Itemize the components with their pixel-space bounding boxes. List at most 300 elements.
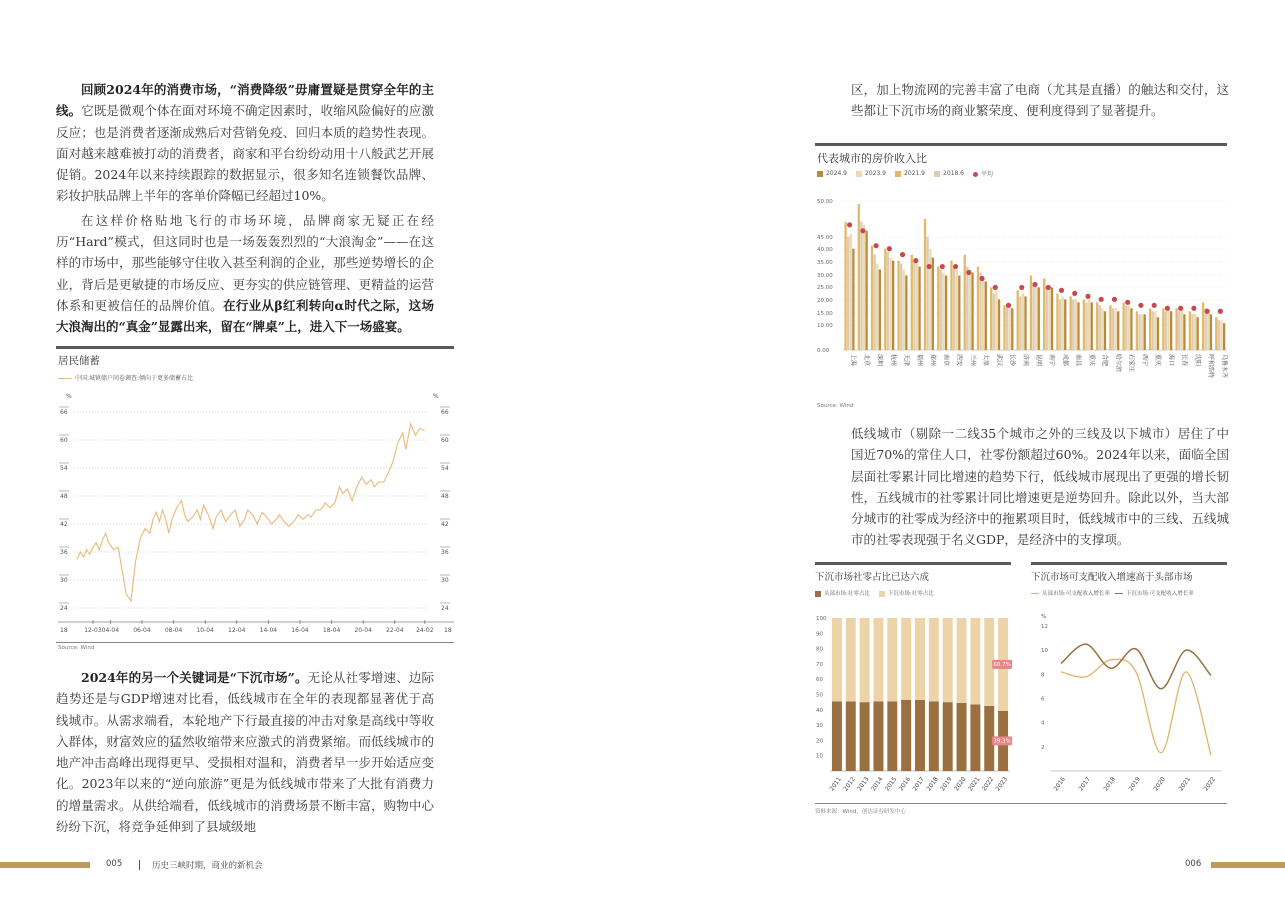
bar-head-market bbox=[873, 701, 883, 771]
average-dot bbox=[887, 246, 892, 251]
y-tick-label: 30 bbox=[816, 723, 823, 730]
x-tick-label: 昆明 bbox=[1035, 354, 1042, 367]
bar-lower-market bbox=[901, 618, 911, 700]
average-dot bbox=[1218, 309, 1223, 314]
average-dot bbox=[1125, 300, 1130, 305]
legend-label: 2024.9 bbox=[826, 170, 847, 177]
x-tick-label: 22-04 bbox=[386, 627, 404, 634]
legend-swatch bbox=[934, 171, 940, 177]
average-dot bbox=[1006, 303, 1011, 308]
x-tick-label: 武汉 bbox=[995, 354, 1003, 367]
x-tick-label: 14-04 bbox=[259, 627, 278, 634]
average-dot bbox=[1019, 285, 1024, 290]
bar-2024.9 bbox=[1051, 287, 1053, 350]
bar-2018.6 bbox=[913, 261, 915, 350]
x-tick-label: 18-04 bbox=[322, 627, 341, 634]
bar-2018.6 bbox=[1019, 296, 1021, 350]
y-tick-label-left: 42 bbox=[60, 521, 68, 528]
average-dot bbox=[1059, 288, 1064, 293]
legend-label: 2023.9 bbox=[865, 170, 886, 177]
bar-2018.6 bbox=[1046, 287, 1048, 350]
bar-2018.6 bbox=[953, 267, 955, 350]
bar-2024.9 bbox=[1223, 323, 1225, 350]
bar-2018.6 bbox=[979, 273, 981, 350]
average-dot bbox=[874, 243, 879, 248]
bar-2024.9 bbox=[945, 276, 947, 351]
bar-2023.9 bbox=[1141, 314, 1143, 350]
bar-lower-market bbox=[970, 618, 980, 704]
bar-2023.9 bbox=[969, 270, 971, 350]
bar-2018.6 bbox=[966, 267, 968, 350]
y-tick-label-right: 48 bbox=[441, 493, 449, 500]
bar-2021.9 bbox=[1175, 308, 1177, 350]
x-tick-label: 长春 bbox=[1180, 354, 1188, 367]
y-tick-label-right: 54 bbox=[441, 465, 449, 472]
right-text-block-2 bbox=[851, 423, 1229, 551]
bar-2021.9 bbox=[1136, 311, 1138, 350]
bar-2018.6 bbox=[1191, 314, 1193, 350]
x-tick-label: 12-03 bbox=[84, 627, 102, 634]
bar-2021.9 bbox=[1162, 308, 1164, 350]
bar-2024.9 bbox=[1038, 287, 1040, 350]
legend-item bbox=[895, 170, 925, 177]
average-dot bbox=[900, 252, 905, 257]
bar-2024.9 bbox=[1024, 296, 1026, 350]
x-tick-label: 2016 bbox=[897, 775, 913, 793]
bar-2023.9 bbox=[1220, 320, 1222, 350]
legend-swatch bbox=[856, 171, 862, 177]
x-tick-label: 12-04 bbox=[228, 627, 246, 634]
x-tick-label: 2019 bbox=[939, 775, 954, 793]
average-dot bbox=[1046, 285, 1051, 290]
bar-2018.6 bbox=[1165, 311, 1167, 350]
legend-label: 平均 bbox=[981, 171, 994, 178]
house-chart-title: 代表城市的房价收入比 bbox=[817, 152, 927, 165]
x-tick-label: 乌鲁木齐 bbox=[1220, 354, 1228, 379]
bar-2018.6 bbox=[1178, 311, 1180, 350]
x-tick-label: 杭州 bbox=[889, 354, 897, 367]
y-unit-right: % bbox=[433, 393, 439, 400]
average-dot bbox=[1165, 306, 1170, 311]
y-tick-label-left: 66 bbox=[60, 409, 68, 416]
annotation-label: 39.3% bbox=[993, 738, 1011, 745]
legend-label: 头部市场:社零占比 bbox=[824, 591, 870, 597]
income-chart-legend bbox=[1031, 589, 1194, 597]
paragraph-consumption-downgrade bbox=[56, 79, 434, 207]
average-dot bbox=[953, 264, 958, 269]
bar-2021.9 bbox=[1215, 317, 1217, 350]
legend-swatch bbox=[58, 378, 72, 379]
bar-2018.6 bbox=[1125, 305, 1127, 350]
y-unit-left: % bbox=[66, 393, 72, 400]
legend-label: 下沉市场:社零占比 bbox=[887, 591, 934, 597]
bar-head-market bbox=[860, 702, 870, 771]
x-tick-label: 2018 bbox=[1102, 775, 1118, 793]
footer-divider bbox=[139, 860, 140, 870]
y-tick-label: 4 bbox=[1041, 720, 1045, 727]
legend-item bbox=[934, 170, 964, 177]
y-tick-label: 50 bbox=[816, 692, 823, 699]
average-dot bbox=[847, 222, 852, 227]
bar-2024.9 bbox=[1183, 314, 1185, 350]
bar-2023.9 bbox=[850, 234, 852, 350]
bar-2023.9 bbox=[1207, 311, 1209, 350]
x-tick-label: 重庆 bbox=[1087, 354, 1095, 367]
legend-swatch bbox=[815, 591, 821, 597]
annotation-label: 60.7% bbox=[993, 661, 1011, 668]
x-tick-label: 成都 bbox=[1061, 354, 1069, 367]
x-tick-label: 哈尔滨 bbox=[1114, 354, 1122, 373]
y-tick-label-left: 36 bbox=[60, 549, 68, 556]
bar-2018.6 bbox=[1059, 299, 1061, 350]
bar-2024.9 bbox=[892, 261, 894, 350]
x-tick-label: 石家庄 bbox=[1127, 354, 1135, 373]
bar-2021.9 bbox=[897, 261, 899, 350]
bar-2021.9 bbox=[937, 267, 939, 350]
average-dot bbox=[1072, 291, 1077, 296]
legend-item bbox=[817, 170, 847, 177]
bar-2018.6 bbox=[1085, 302, 1087, 350]
bar-2018.6 bbox=[1099, 305, 1101, 350]
x-tick-label: 2021 bbox=[966, 775, 982, 793]
savings-chart-legend bbox=[58, 373, 193, 382]
bottom-charts-source: 资料来源：Wind，创达证券研发中心 bbox=[815, 809, 906, 815]
bar-2021.9 bbox=[1149, 308, 1151, 350]
bar-2024.9 bbox=[905, 276, 907, 351]
bar-2021.9 bbox=[1083, 299, 1085, 350]
para2-body: 在这样价格贴地飞行的市场环境，品牌商家无疑正在经历“Hard”模式，但这同时也是一场轰轰烈烈的“大浪淘金”——在这样的市场中，那些能够守住收入甚至利润的企业，那些逆势增长的企业，背后是更敏捷的市场反应、更夯实的供应链管理、更精益的运营体系和更被信任的品牌价值。 bbox=[56, 212, 434, 313]
retail-chart-top-rule bbox=[815, 562, 1011, 565]
bar-2023.9 bbox=[1101, 308, 1103, 350]
income-chart-title: 下沉市场可支配收入增速高于头部市场 bbox=[1031, 572, 1193, 583]
y-tick-label: 35.00 bbox=[817, 260, 833, 266]
y-tick-label: 100 bbox=[816, 616, 827, 622]
y-tick-label: 25.00 bbox=[817, 285, 833, 291]
bar-lower-market bbox=[943, 618, 953, 702]
bar-head-market bbox=[929, 701, 939, 771]
series-line-head-market bbox=[1061, 659, 1211, 755]
bar-2024.9 bbox=[865, 231, 867, 350]
y-tick-label-left: 54 bbox=[60, 465, 68, 472]
footer-page-number-left: 005 bbox=[106, 859, 123, 869]
paragraph-low-tier-cities: 低线城市（剔除一二线35个城市之外的三线及以下城市）居住了中国近70%的常住人口，社零份额超过60%。2024年以来，面临全国层面社零累计同比增速的趋势下行，低线城市展现出了更强的增长韧性，五线城市的社零累计同比增速更是逆势回升。除此以外，当大部分城市的社零成为经济中的拖累项目时，低线城市中的三线、五线城市的社零表现强于名义GDP，是经济中的支撑项。 bbox=[851, 426, 1229, 548]
bar-2023.9 bbox=[929, 249, 931, 350]
x-tick-label: 2011 bbox=[828, 775, 843, 793]
bar-2024.9 bbox=[1064, 299, 1066, 350]
bar-2023.9 bbox=[1009, 308, 1011, 350]
y-tick-label-left: 30 bbox=[60, 577, 68, 584]
bar-2018.6 bbox=[860, 222, 862, 350]
x-tick-label: 24-02 bbox=[416, 627, 434, 634]
y-tick-label: 0.00 bbox=[817, 348, 830, 354]
average-dot bbox=[1152, 303, 1157, 308]
legend-label: 下沉市场:可支配收入增长率 bbox=[1125, 591, 1194, 597]
bar-2023.9 bbox=[1114, 308, 1116, 350]
x-tick-label: 2017 bbox=[911, 775, 927, 793]
bar-2021.9 bbox=[1189, 311, 1191, 350]
bar-2018.6 bbox=[887, 252, 889, 350]
y-unit: % bbox=[1041, 614, 1047, 620]
x-edge-label-right: 18 bbox=[444, 627, 452, 634]
y-tick-label: 45.00 bbox=[817, 235, 833, 241]
x-tick-label: 沈阳 bbox=[1193, 354, 1201, 367]
legend-swatch bbox=[817, 171, 823, 177]
bar-2018.6 bbox=[900, 264, 902, 350]
x-tick-label: 合肥 bbox=[1101, 354, 1109, 367]
x-tick-label: 2021 bbox=[1177, 775, 1193, 793]
y-tick-label: 10.00 bbox=[817, 323, 833, 329]
x-tick-label: 北京 bbox=[862, 354, 870, 367]
x-tick-label: 福州 bbox=[915, 354, 923, 367]
bar-2021.9 bbox=[1122, 302, 1124, 350]
bar-2021.9 bbox=[1096, 302, 1098, 350]
bar-2018.6 bbox=[1032, 284, 1034, 350]
bar-2018.6 bbox=[940, 270, 942, 350]
legend-label: 2021.9 bbox=[904, 170, 925, 177]
bar-2024.9 bbox=[1210, 314, 1212, 350]
bar-head-market bbox=[915, 700, 925, 771]
footer-bar-left bbox=[0, 862, 90, 868]
bar-2023.9 bbox=[903, 270, 905, 350]
house-chart-legend bbox=[817, 169, 993, 178]
y-tick-label-left: 48 bbox=[60, 493, 68, 500]
bar-2024.9 bbox=[1077, 302, 1079, 350]
average-dot bbox=[913, 258, 918, 263]
bar-2021.9 bbox=[1003, 305, 1005, 350]
savings-chart-top-rule bbox=[56, 346, 454, 349]
bar-2023.9 bbox=[982, 278, 984, 350]
paragraph-lower-tier-market bbox=[56, 667, 434, 837]
legend-swatch bbox=[1115, 593, 1123, 594]
x-tick-label: 天津 bbox=[902, 354, 910, 367]
bar-2024.9 bbox=[1130, 308, 1132, 350]
bar-2018.6 bbox=[847, 237, 849, 350]
x-tick-label: 08-04 bbox=[164, 627, 183, 634]
bar-2023.9 bbox=[1075, 299, 1077, 350]
left-text-block-1 bbox=[56, 79, 434, 338]
average-dot bbox=[1085, 294, 1090, 299]
x-tick-label: 2023 bbox=[994, 775, 1010, 793]
bar-2023.9 bbox=[1128, 305, 1130, 350]
bar-2018.6 bbox=[993, 293, 995, 350]
bar-2023.9 bbox=[1061, 296, 1063, 350]
average-dot bbox=[1178, 306, 1183, 311]
paragraph-hard-mode bbox=[56, 210, 434, 338]
legend-label: 中国:城镇储户问卷调查:倾向于更多储蓄占比 bbox=[75, 375, 194, 382]
bar-2024.9 bbox=[1117, 311, 1119, 350]
bar-2023.9 bbox=[1194, 314, 1196, 350]
bar-2018.6 bbox=[926, 237, 928, 350]
bar-2023.9 bbox=[1035, 284, 1037, 350]
y-tick-label: 20.00 bbox=[817, 298, 833, 304]
footer-bar-right bbox=[1211, 862, 1285, 868]
y-tick-label: 10 bbox=[816, 753, 823, 760]
y-tick-label: 12 bbox=[1041, 624, 1048, 630]
x-tick-label: 长沙 bbox=[1008, 354, 1016, 367]
para3-lead: 2024年的另一个关键词是“下沉市场”。 bbox=[81, 670, 308, 685]
x-tick-label: 深圳 bbox=[876, 354, 884, 367]
average-dot bbox=[926, 264, 931, 269]
para3-body: 无论从社零增速、边际趋势还是与GDP增速对比看，低线城市在全年的表现都显著优于高线城市。从需求端看，本轮地产下行最直接的冲击对象是高线中等收入群体，财富效应的猛然收缩带来应激式的消费紧缩。而低线城市的地产冲击高峰出现得更早、受损相对温和，消费者早一步开始适应变化。2023年以来的“逆向旅游”更是为低线城市带来了大批有消费力的增量需求。从供给端看，低线城市的消费场景不断丰富，购物中心纷纷下沉，将竞争延伸到了县域级地 bbox=[56, 670, 434, 835]
x-tick-label: 呼和浩特 bbox=[1207, 354, 1215, 379]
bar-2021.9 bbox=[844, 222, 846, 350]
para2-lead: 在行业从β红利转向α时代之际，这场大浪淘出的“真金”显露出来，留在“牌桌”上，进入下一场盛宴。 bbox=[56, 297, 434, 335]
bar-2024.9 bbox=[1104, 311, 1106, 350]
savings-chart-bottom-rule bbox=[56, 642, 454, 643]
bar-2023.9 bbox=[995, 290, 997, 350]
x-tick-label: 2022 bbox=[980, 775, 996, 793]
bar-lower-market bbox=[846, 618, 856, 701]
average-dot bbox=[1032, 282, 1037, 287]
para1-lead: 回顾2024年的消费市场，“消费降级”毋庸置疑是贯穿全年的主线。 bbox=[56, 82, 434, 119]
bar-head-market bbox=[957, 703, 967, 771]
retail-share-stacked-bar-chart bbox=[812, 606, 1014, 802]
y-tick-label-right: 36 bbox=[441, 549, 449, 556]
average-dot bbox=[1138, 303, 1143, 308]
x-tick-label: 西安 bbox=[955, 354, 963, 367]
bar-2021.9 bbox=[1070, 296, 1072, 350]
bar-2021.9 bbox=[1017, 290, 1019, 350]
y-tick-label: 10 bbox=[1041, 648, 1048, 655]
y-tick-label-left: 24 bbox=[60, 605, 68, 612]
legend-item bbox=[973, 169, 993, 178]
y-tick-label: 60 bbox=[816, 677, 823, 684]
x-tick-label: 20-04 bbox=[354, 627, 372, 634]
bar-head-market bbox=[832, 701, 842, 771]
legend-item bbox=[815, 589, 870, 597]
bar-2021.9 bbox=[1043, 278, 1045, 350]
bar-2018.6 bbox=[1218, 320, 1220, 350]
bar-2018.6 bbox=[1112, 308, 1114, 350]
bar-2021.9 bbox=[1030, 276, 1032, 351]
bar-head-market bbox=[846, 701, 856, 771]
x-tick-label: 2013 bbox=[856, 775, 871, 793]
paragraph-logistics: 区，加上物流网的完善丰富了电商（尤其是直播）的触达和交付，这些都让下沉市场的商业繁荣度、便利度得到了显著提升。 bbox=[851, 82, 1229, 119]
legend-swatch bbox=[879, 591, 885, 597]
y-tick-label-left: 60 bbox=[60, 437, 68, 444]
bar-2024.9 bbox=[1091, 302, 1093, 350]
y-tick-label-right: 60 bbox=[441, 437, 449, 444]
bar-head-market bbox=[943, 702, 953, 771]
average-dot bbox=[979, 276, 984, 281]
bar-2024.9 bbox=[1170, 311, 1172, 350]
series-line-lower-market bbox=[1061, 644, 1211, 689]
x-tick-label: 2022 bbox=[1202, 775, 1218, 793]
bar-2024.9 bbox=[1196, 317, 1198, 350]
retail-chart-title: 下沉市场社零占比已达六成 bbox=[815, 572, 930, 583]
bar-lower-market bbox=[887, 618, 897, 701]
footer-page-number-right: 006 bbox=[1185, 859, 1202, 869]
bar-2024.9 bbox=[958, 276, 960, 351]
bottom-charts-rule bbox=[815, 803, 1227, 804]
bar-2021.9 bbox=[1109, 305, 1111, 350]
bar-2024.9 bbox=[852, 249, 854, 350]
retail-chart-legend bbox=[815, 589, 934, 597]
bar-2023.9 bbox=[1167, 308, 1169, 350]
bar-2021.9 bbox=[911, 255, 913, 350]
x-tick-label: 2012 bbox=[842, 775, 857, 793]
bar-head-market bbox=[901, 700, 911, 771]
bar-2021.9 bbox=[1056, 293, 1058, 350]
income-chart-top-rule bbox=[1031, 562, 1227, 565]
bar-head-market bbox=[970, 704, 980, 771]
average-dot bbox=[1205, 309, 1210, 314]
bar-2023.9 bbox=[942, 273, 944, 350]
legend-swatch bbox=[1031, 593, 1039, 594]
y-tick-label: 50.00 bbox=[817, 199, 833, 205]
bar-lower-market bbox=[832, 618, 842, 701]
legend-item bbox=[1115, 589, 1194, 597]
x-tick-label: 06-04 bbox=[133, 627, 151, 634]
y-tick-label: 30.00 bbox=[817, 273, 833, 279]
savings-source: Source: Wind bbox=[58, 645, 95, 651]
bar-2024.9 bbox=[1157, 317, 1159, 350]
bar-2018.6 bbox=[1205, 308, 1207, 350]
x-tick-label: 西宁 bbox=[1140, 354, 1148, 367]
right-text-block-1 bbox=[851, 79, 1229, 122]
bar-2024.9 bbox=[971, 273, 973, 350]
y-tick-label: 80 bbox=[816, 646, 823, 653]
y-tick-label: 20 bbox=[816, 738, 823, 745]
y-tick-label: 70 bbox=[816, 661, 823, 668]
bar-2023.9 bbox=[1088, 299, 1090, 350]
bar-2018.6 bbox=[1152, 311, 1154, 350]
bar-2023.9 bbox=[1154, 311, 1156, 350]
bar-lower-market bbox=[915, 618, 925, 700]
bar-2021.9 bbox=[924, 219, 926, 350]
bar-2024.9 bbox=[918, 267, 920, 350]
bar-2024.9 bbox=[932, 258, 934, 350]
legend-swatch bbox=[973, 172, 978, 177]
bar-2024.9 bbox=[1144, 314, 1146, 350]
x-tick-label: 2015 bbox=[883, 775, 899, 793]
bar-2021.9 bbox=[1202, 302, 1204, 350]
house-price-bar-chart bbox=[813, 185, 1231, 405]
left-text-block-2 bbox=[56, 667, 434, 837]
bar-2023.9 bbox=[863, 225, 865, 350]
x-tick-label: 济南 bbox=[1021, 354, 1029, 367]
average-dot bbox=[993, 285, 998, 290]
bar-2018.6 bbox=[874, 255, 876, 350]
x-tick-label: 2016 bbox=[1052, 775, 1068, 793]
x-tick-label: 2014 bbox=[869, 775, 885, 793]
x-tick-label: 2019 bbox=[1127, 775, 1143, 793]
y-tick-label-right: 42 bbox=[441, 521, 449, 528]
average-dot bbox=[1112, 297, 1117, 302]
x-tick-label: 2020 bbox=[953, 775, 968, 793]
bar-2023.9 bbox=[1022, 293, 1024, 350]
y-tick-label: 2 bbox=[1041, 744, 1045, 751]
bar-2021.9 bbox=[964, 255, 966, 350]
legend-item bbox=[1031, 589, 1110, 597]
x-tick-label: 04-04 bbox=[101, 627, 120, 634]
x-tick-label: 16-04 bbox=[291, 627, 309, 634]
y-tick-label-right: 30 bbox=[441, 577, 449, 584]
y-tick-label: 90 bbox=[816, 631, 823, 638]
bar-2023.9 bbox=[916, 264, 918, 350]
bar-2024.9 bbox=[998, 299, 1000, 350]
x-tick-label: 10-04 bbox=[196, 627, 214, 634]
bar-2024.9 bbox=[879, 270, 881, 350]
y-tick-label: 6 bbox=[1041, 696, 1045, 703]
bar-2021.9 bbox=[858, 204, 860, 350]
y-tick-label: 40.00 bbox=[817, 247, 833, 253]
y-tick-label: 15.00 bbox=[817, 311, 833, 317]
average-dot bbox=[1191, 306, 1196, 311]
bar-2021.9 bbox=[990, 287, 992, 350]
bar-2018.6 bbox=[1006, 305, 1008, 350]
bar-lower-market bbox=[929, 618, 939, 701]
